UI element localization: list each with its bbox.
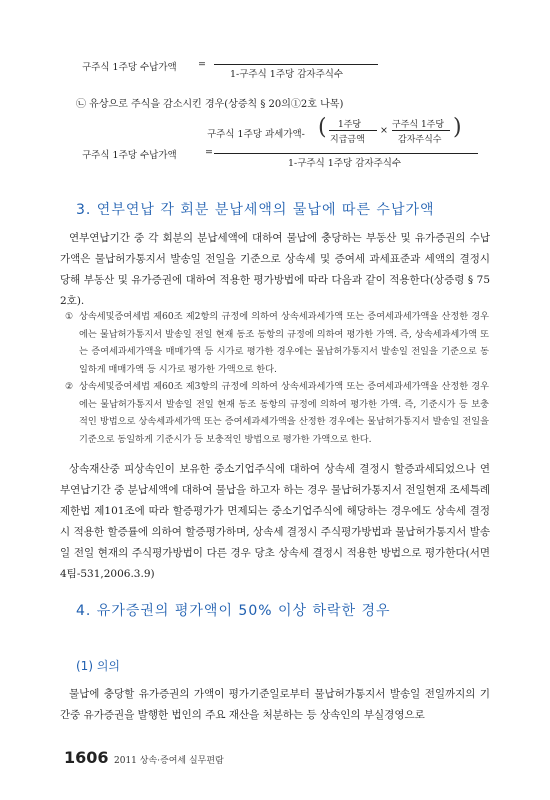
list-item-2 [65,378,489,448]
case-note: ㉡ 유상으로 주식을 감소시킨 경우(상증칙 § 20의①2호 나목) [76,99,344,110]
list-item-1 [65,308,489,378]
formula-b-frac2-bottom: 감자주식수 [398,135,442,145]
formula-b-numerator-prefix: 구주식 1주당 과세가액- [207,129,305,140]
formula-b-frac1-bottom: 지급금액 [330,135,365,145]
formula-b-fraction-line [214,153,478,154]
formula-a-equals: = [198,59,206,70]
list-item-2-number: ② [65,381,74,392]
formula-b-close-paren: ) [453,115,462,140]
formula-b-equals: = [205,147,213,158]
list-item-2-text: 상속세및증여세법 제60조 제3항의 규정에 의하여 상속세과세가액 또는 증여세과세가액을 산정한 경우에는 물납허가통지서 발송일 전일 현재 동조 동항의 규정에 의하여 평가한 가액. 즉, 기준시가 등 보충적인 방법으로 상속세과세가액 또는 증여세과세가액을 산정한 경우에는 물납허가통지서 발송일 전일을 기준으로 동일하게 기준시가 등 보충적인 방법으로 평가한 가액으로 한다. [79,381,489,445]
formula-a-fraction-line [214,64,378,65]
list-item-1-text: 상속세및증여세법 제60조 제2항의 규정에 의하여 상속세과세가액 또는 증여세과세가액을 산정한 경우에는 물납허가통지서 발송일 전일 현재 동조 동항의 규정에 의하여 평가한 가액. 즉, 상속세과세가액 또는 증여세과세가액을 매매가액 등 시가로 평가한 경우에는 물납허가통지서 발송일 전일을 기준으로 동일하게 매매가액 등 시가로 평가한 가액으로 한다. [79,311,489,375]
formula-b-open-paren: ( [318,115,327,140]
list-item-1-number: ① [65,311,74,322]
section-3-heading: 3. 연부연납 각 회분 분납세액의 물납에 따른 수납가액 [76,202,435,218]
page-number: 1606 [64,748,109,767]
formula-b-times: × [380,125,388,136]
formula-b-lhs: 구주식 1주당 수납가액 [82,150,177,161]
book-title: 2011 상속·증여세 실무편람 [114,756,224,766]
formula-b-frac2-line [392,130,450,131]
formula-a-denominator: 1-구주식 1주당 감자주식수 [230,69,344,80]
section-3-paragraph: 연부연납기간 중 각 회분의 분납세액에 대하여 물납에 충당하는 부동산 및 유가증권의 수납가액은 물납허가통지서 발송일 전일을 기준으로 상속세 및 증여세 과세표준과 세액의 결정시 당해 부동산 및 유가증권에 대하여 적용한 평가방법에 따라 다음과 같이 적용한다(상증령 § 75 2호). [60,232,490,307]
formula-b-frac1-line [329,130,377,131]
section-3-paragraph-2: 상속재산중 피상속인이 보유한 중소기업주식에 대하여 상속세 결정시 할증과세되었으나 연부연납기간 중 분납세액에 대하여 물납을 하고자 하는 경우 물납허가통지서 전일현재 조세특례제한법 제101조에 따라 할증평가가 면제되는 중소기업주식에 해당하는 경우에도 상속세 결정시 적용한 할증률에 의하여 할증평가하며, 상속세 결정시 주식평가방법과 물납허가통지서 발송일 전일 현재의 주식평가방법이 다른 경우 당초 상속세 결정시 적용한 방법으로 평가한다(서면4팀-531,2006.3.9) [60,463,490,580]
section-4-subheading: (1) 의의 [76,659,120,673]
section-4-paragraph: 물납에 충당할 유가증권의 가액이 평가기준일로부터 물납허가통지서 발송일 전일까지의 기간중 유가증권을 발행한 법인의 주요 재산을 처분하는 등 상속인의 부실경영으로 [60,688,490,721]
formula-b-frac2-top: 구주식 1주당 [392,120,445,130]
section-4-heading: 4. 유가증권의 평가액이 50% 이상 하락한 경우 [76,603,391,619]
formula-a-lhs: 구주식 1주당 수납가액 [82,62,177,73]
formula-b-denominator: 1-구주식 1주당 감자주식수 [288,158,402,169]
formula-b-frac1-top: 1주당 [338,120,362,130]
